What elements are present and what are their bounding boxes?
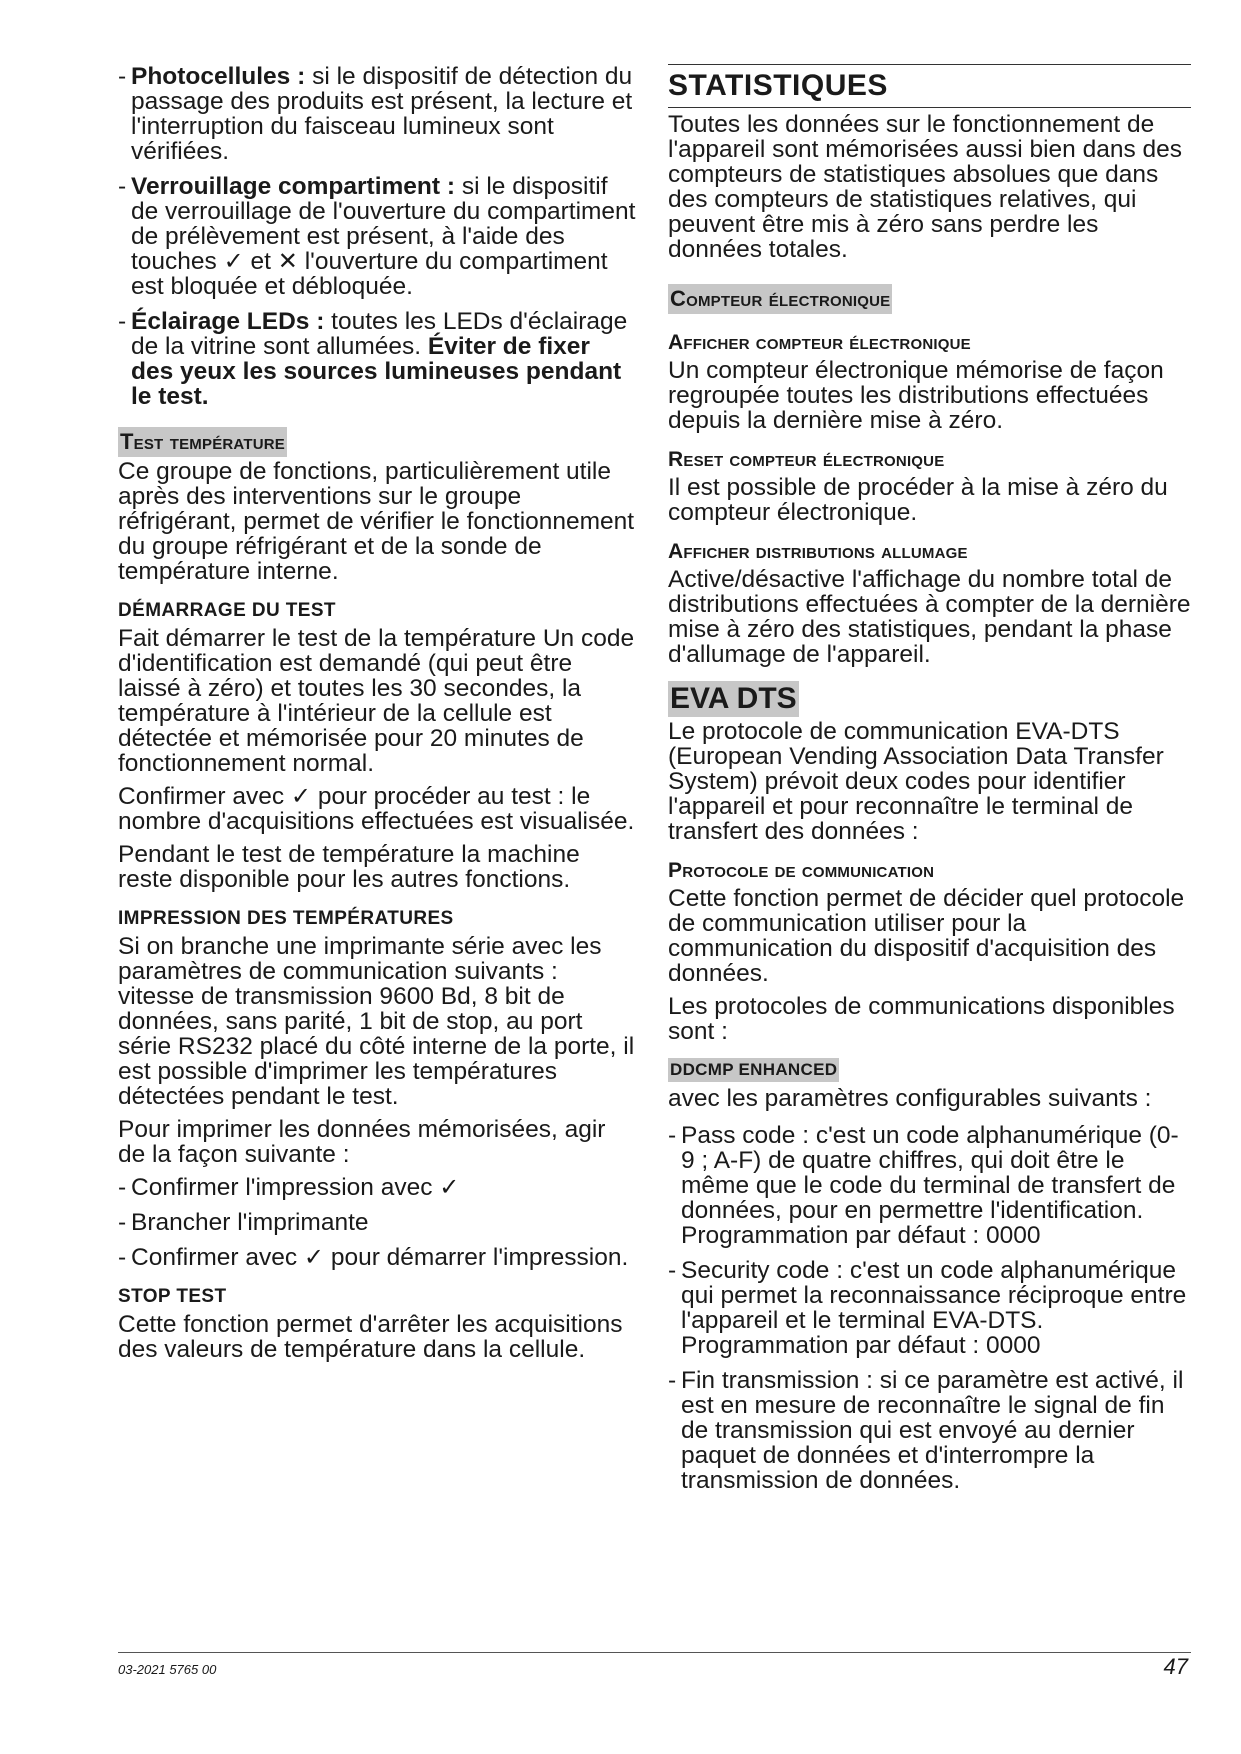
list-item: [118, 1210, 638, 1235]
bullet-dash: -: [118, 308, 127, 335]
warning-text: Éviter de fixer des yeux les sources lumineuses pendant le test.: [131, 333, 622, 410]
paragraph: Ce groupe de fonctions, particulièrement utile après des interventions sur le groupe réfrigérant, permet de vérifier le fonctionnement du groupe réfrigérant et de la sonde de température interne.: [118, 458, 635, 585]
item-text: Fin transmission : si ce paramètre est activé, il est en mesure de reconnaître le signal de fin de transmission qui est envoyé au dernier paquet de données et d'interrompre la transmission de données.: [681, 1367, 1184, 1494]
item-text: Pass code : c'est un code alphanumérique (0-9 ; A-F) de quatre chiffres, qui doit être le même que le code du terminal de transfert de données, pour en permettre l'identification.: [681, 1122, 1179, 1224]
bullet-dash: -: [118, 173, 127, 200]
paragraph: Cette fonction permet d'arrêter les acquisitions des valeurs de température dans la cellule.: [118, 1311, 623, 1363]
paragraph: Si on branche une imprimante série avec les paramètres de communication suivants : vitesse de transmission 9600 Bd, 8 bit de données, sans parité, 1 bit de stop, au port série RS232 placé du côté interne de la porte, il est possible d'imprimer les températures détectées pendant le test.: [118, 933, 635, 1110]
paragraph: Les protocoles de communications disponibles sont :: [668, 993, 1175, 1045]
item-title: Verrouillage compartiment :: [131, 173, 456, 200]
section-heading-compteur: Compteur électronique: [668, 284, 892, 314]
subheading-protocole: Protocole de communication: [668, 859, 935, 882]
item-text: Security code : c'est un code alphanumérique qui permet la reconnaissance réciproque entre l'appareil et le terminal EVA-DTS. Programmation par défaut : 0000: [681, 1257, 1187, 1359]
paragraph: avec les paramètres configurables suivants :: [668, 1085, 1152, 1112]
paragraph: Un compteur électronique mémorise de façon regroupée toutes les distributions effectuées depuis la dernière mise à zéro.: [668, 357, 1164, 434]
item-title: Photocellules :: [131, 63, 306, 90]
subheading-stop-test: STOP TEST: [118, 1286, 227, 1307]
item-text: pour démarrer l'impression.: [324, 1244, 629, 1271]
subheading-ddcmp-enhanced: DDCMP ENHANCED: [668, 1058, 839, 1082]
paragraph: Active/désactive l'affichage du nombre total de distributions effectuées à compter de la dernière mise à zéro des statistiques, pendant la phase d'allumage de l'appareil.: [668, 566, 1191, 668]
check-icon: ✓: [223, 248, 244, 275]
cross-icon: ✕: [277, 248, 298, 275]
text: pour procéder au test : le nombre d'acquisitions effectuées est visualisée.: [118, 783, 635, 835]
item-text: si le dispositif de détection du passage des produits est présent, la lecture et l'interruption du faisceau lumineux sont vérifiées.: [131, 63, 633, 165]
page-number: 47: [1163, 1654, 1188, 1679]
bullet-dash: -: [118, 1174, 127, 1201]
list-item-photocellules: [118, 64, 638, 164]
section-heading-test-temperature: Test température: [118, 427, 287, 457]
list-item: [118, 1245, 638, 1270]
item-text: toutes les LEDs d'éclairage de la vitrine sont allumées.: [131, 308, 628, 360]
subheading-afficher-distributions: Afficher distributions allumage: [668, 540, 968, 563]
bullet-dash: -: [118, 1209, 127, 1236]
bullet-dash: -: [668, 1122, 677, 1149]
list-item-pass-code: [668, 1123, 1191, 1248]
subheading-demarrage: DÉMARRAGE DU TEST: [118, 600, 336, 621]
subheading-impression: IMPRESSION DES TEMPÉRATURES: [118, 908, 454, 929]
list-item-eclairage: [118, 309, 638, 409]
check-icon: ✓: [303, 1244, 325, 1271]
subheading-reset-compteur: Reset compteur électronique: [668, 448, 945, 471]
paragraph: Cette fonction permet de décider quel protocole de communication utiliser pour la communication du dispositif d'acquisition des données.: [668, 885, 1185, 987]
item-text: Confirmer l'impression avec: [131, 1174, 440, 1201]
paragraph: [118, 784, 638, 834]
section-heading-eva-dts: EVA DTS: [670, 682, 797, 715]
list-item: [118, 1175, 638, 1200]
paragraph: Pour imprimer les données mémorisées, agir de la façon suivante :: [118, 1116, 606, 1168]
bullet-dash: -: [668, 1257, 677, 1284]
item-text: si le dispositif de verrouillage de l'ouverture du compartiment de prélèvement est présent, à l'aide des touches: [131, 173, 636, 275]
item-text: Brancher l'imprimante: [131, 1209, 369, 1236]
subheading-afficher-compteur: Afficher compteur électronique: [668, 331, 971, 354]
paragraph: Toutes les données sur le fonctionnement de l'appareil sont mémorisées aussi bien dans des compteurs de statistiques absolues que dans des compteurs de statistiques relatives, qui peuvent être mis à zéro sans perdre les données totales.: [668, 111, 1183, 263]
right-column: [668, 64, 1191, 1503]
check-icon: ✓: [439, 1174, 460, 1201]
left-column: [118, 64, 638, 1370]
bullet-dash: -: [668, 1367, 677, 1394]
check-icon: ✓: [290, 783, 312, 810]
item-default: Programmation par défaut : 0000: [681, 1222, 1041, 1249]
section-heading-statistiques: STATISTIQUES: [668, 64, 1191, 108]
bullet-dash: -: [118, 63, 127, 90]
text: Confirmer avec: [118, 783, 291, 810]
paragraph: Fait démarrer le test de la température Un code d'identification est demandé (qui peut être laissé à zéro) et toutes les 30 secondes, la température à l'intérieur de la cellule est détectée et mémorisée pour 20 minutes de fonctionnement normal.: [118, 625, 635, 777]
list-item-fin-transmission: [668, 1368, 1191, 1493]
paragraph: Pendant le test de température la machine reste disponible pour les autres fonctions.: [118, 841, 580, 893]
item-title: Éclairage LEDs :: [131, 308, 325, 335]
footer-rule: [118, 1652, 1191, 1653]
bullet-dash: -: [118, 1244, 127, 1271]
item-text: et: [243, 248, 278, 275]
document-code: 03-2021 5765 00: [118, 1662, 217, 1677]
paragraph: Le protocole de communication EVA-DTS (European Vending Association Data Transfer System) prévoit deux codes pour identifier l'appareil et pour reconnaître le terminal de transfert des données :: [668, 718, 1164, 845]
list-item-verrouillage: [118, 174, 638, 299]
list-item-security-code: [668, 1258, 1191, 1358]
paragraph: Il est possible de procéder à la mise à zéro du compteur électronique.: [668, 474, 1168, 526]
item-text: Confirmer avec: [131, 1244, 304, 1271]
item-text: l'ouverture du compartiment est bloquée et débloquée.: [131, 248, 608, 300]
